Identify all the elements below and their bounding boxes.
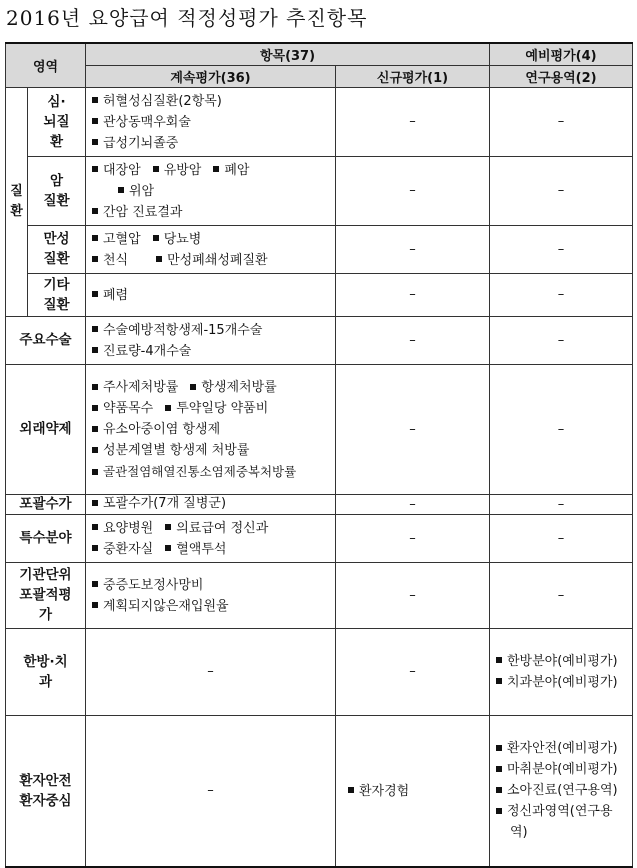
list-item: 환자경험 xyxy=(346,781,487,802)
row-name-cancer: 암 질환 xyxy=(28,156,86,225)
list-item: 소아진료(연구용역) xyxy=(496,780,628,801)
list-item: 고혈압 당뇨병 xyxy=(90,229,333,250)
disease-group-label: 질 환 xyxy=(6,87,28,316)
patient-prelim-items xyxy=(490,715,633,867)
dash-cell: – xyxy=(336,87,490,156)
row-name-chronic: 만성 질환 xyxy=(28,225,86,273)
dash-cell: – xyxy=(336,562,490,628)
list-item: 허혈성심질환(2항목) xyxy=(90,91,333,112)
dash-cell: – xyxy=(86,715,336,867)
brain-items xyxy=(86,87,336,156)
list-item: 계획되지않은재입원율 xyxy=(90,596,333,617)
dash-cell: – xyxy=(490,514,633,562)
list-item: 간암 진료결과 xyxy=(90,202,333,223)
list-item: 수술예방적항생제-15개수술 xyxy=(90,320,333,341)
evaluation-items-table xyxy=(5,42,633,868)
outpatient-items xyxy=(86,364,336,494)
row-name-special: 특수분야 xyxy=(6,514,86,562)
list-item: 요양병원 의료급여 정신과 xyxy=(90,518,333,539)
list-item: 폐렴 xyxy=(90,285,333,306)
dash-cell: – xyxy=(490,156,633,225)
list-item: 환자안전(예비평가) xyxy=(496,738,628,759)
dash-cell: – xyxy=(490,273,633,316)
header-area: 영역 xyxy=(6,43,86,87)
oriental-prelim-items xyxy=(490,628,633,715)
row-name-outpatient: 외래약제 xyxy=(6,364,86,494)
list-item: 대장암 유방암 폐암 xyxy=(90,160,333,181)
header-prelim-line2: 연구용역(2) xyxy=(490,65,633,87)
dash-cell: – xyxy=(336,225,490,273)
list-item: 약품목수 투약일당 약품비 xyxy=(90,398,333,419)
dash-cell: – xyxy=(336,156,490,225)
list-item: 골관절염해열진통소염제중복처방률 xyxy=(90,461,333,482)
dash-cell: – xyxy=(490,225,633,273)
dash-cell: – xyxy=(336,494,490,514)
dash-cell: – xyxy=(490,562,633,628)
list-item: 마취분야(예비평가) xyxy=(496,759,628,780)
header-new: 신규평가(1) xyxy=(336,65,490,87)
cancer-items xyxy=(86,156,336,225)
list-item: 중환자실 혈액투석 xyxy=(90,539,333,560)
dash-cell: – xyxy=(490,364,633,494)
row-name-institution: 기관단위 포괄적평 가 xyxy=(6,562,86,628)
header-prelim-line1: 예비평가(4) xyxy=(490,43,633,65)
list-item: 포괄수가(7개 질병군) xyxy=(90,495,333,513)
other-items xyxy=(86,273,336,316)
row-name-oriental: 한방·치 과 xyxy=(6,628,86,715)
dash-cell: – xyxy=(490,494,633,514)
chronic-items xyxy=(86,225,336,273)
list-item: 성분계열별 항생제 처방률 xyxy=(90,440,333,461)
institution-items xyxy=(86,562,336,628)
list-item: 위암 xyxy=(90,181,333,202)
row-name-brain: 심· 뇌질 환 xyxy=(28,87,86,156)
row-name-other: 기타 질환 xyxy=(28,273,86,316)
list-item: 진료량-4개수술 xyxy=(90,341,333,362)
dash-cell: – xyxy=(336,316,490,364)
header-continuing: 계속평가(36) xyxy=(86,65,336,87)
row-name-patient: 환자안전 환자중심 xyxy=(6,715,86,867)
header-items: 항목(37) xyxy=(86,43,490,65)
dash-cell: – xyxy=(86,628,336,715)
special-items xyxy=(86,514,336,562)
dash-cell: – xyxy=(490,316,633,364)
dash-cell: – xyxy=(336,628,490,715)
patient-new-items xyxy=(336,715,490,867)
list-item: 급성기뇌졸중 xyxy=(90,133,333,154)
list-item: 천식 만성폐쇄성폐질환 xyxy=(90,250,333,271)
list-item: 주사제처방률 항생제처방률 xyxy=(90,377,333,398)
bundled-items xyxy=(86,494,336,514)
list-item: 정신과영역(연구용역) xyxy=(496,801,628,843)
list-item: 유소아중이염 항생제 xyxy=(90,419,333,440)
surgery-items xyxy=(86,316,336,364)
row-name-surgery: 주요수술 xyxy=(6,316,86,364)
list-item: 관상동맥우회술 xyxy=(90,112,333,133)
page-title: 2016년 요양급여 적정성평가 추진항목 xyxy=(6,6,368,30)
dash-cell: – xyxy=(336,273,490,316)
list-item: 중증도보정사망비 xyxy=(90,575,333,596)
list-item: 치과분야(예비평가) xyxy=(496,672,628,693)
list-item: 한방분야(예비평가) xyxy=(496,651,628,672)
dash-cell: – xyxy=(336,514,490,562)
row-name-bundled: 포괄수가 xyxy=(6,494,86,514)
dash-cell: – xyxy=(336,364,490,494)
dash-cell: – xyxy=(490,87,633,156)
